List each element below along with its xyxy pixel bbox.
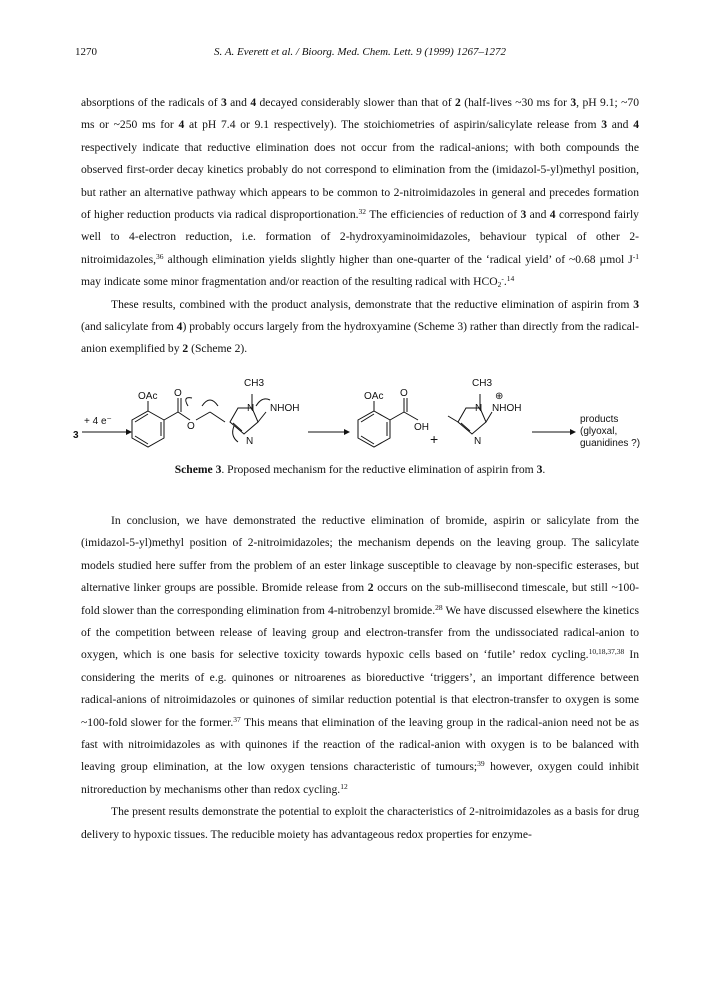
citation: 10,18,37,38	[588, 647, 625, 657]
citation: 37	[233, 714, 241, 724]
hydroxyamine-label-2: NHOH	[492, 403, 522, 414]
citation: 14	[506, 274, 515, 284]
positive-charge-icon: ⊕	[495, 391, 504, 402]
running-head: S. A. Everett et al. / Bioorg. Med. Chem. Lett. 9 (1999) 1267–1272	[214, 46, 506, 58]
products-label: products	[580, 414, 619, 425]
hydroxyamine-label-1: NHOH	[270, 403, 300, 414]
methyl-label-1: CH3	[244, 378, 265, 389]
page-header	[75, 46, 645, 62]
arrowhead-2	[344, 429, 350, 435]
products-guanidines: guanidines ?)	[580, 438, 641, 449]
citation: 12	[340, 781, 348, 791]
carbonyl-o-label-2: O	[400, 388, 408, 399]
imidazole-ring-1	[230, 394, 270, 442]
paragraph-product-analysis: These results, combined with the product analysis, demonstrate that the reductive elimination of aspirin from 3 (and salicylate from 4) probably occurs largely from the hydroxyamine (Scheme 3) rather than directly from the radical-anion exemplified by 2 (Scheme 2).	[81, 297, 640, 356]
citation: 39	[477, 759, 485, 769]
scheme-caption: Scheme 3. Proposed mechanism for the reductive elimination of aspirin from 3.	[174, 463, 546, 476]
reaction-scheme-svg	[70, 366, 650, 466]
oac-label-2: OAc	[364, 391, 384, 402]
scheme-3-figure	[70, 366, 650, 466]
plus-sign: +	[430, 431, 439, 447]
paragraph-present-results: The present results demonstrate the potential to exploit the characteristics of 2-nitroimidazoles as a basis for drug delivery to hypoxic tissues. The reducible moiety has advantageous redox properties for enzyme-	[81, 805, 639, 841]
paragraph-radical-decay: absorptions of the radicals of 3 and 4 decayed considerably slower than that of 2 (half-lives ~30 ms for 3, pH 9.1; ~70 ms or ~250 ms for 4 at pH 7.4 or 9.1 respectively). The stoichiometries of aspirin/salicylate release from 3 and 4 respectively indicate that reductive elimination does not occur from the radical-anions; with both compounds the observed first-order decay kinetics probably do not correspond to elimination from the (imidazol-5-yl)methyl position, but rather an alternative pathway which appears to be common to 2-nitroimidazoles in general and precedes formation of higher reduction products via radical disproportionation.$^{32}$ The efficiencies of reduction of 3 and 4 correspond fairly well to 4-electron reduction, i.e. formation of 2-hydroxyaminoimidazoles, behaviour typical of other 2-nitroimidazoles,$^{36}$ although elimination yields slightly higher than one-quarter of the ‘radical yield’ of ~0.68 µmol $J^{-1}$ may indicate some minor fragmentation and/or reaction of the resulting radical with $HCO_2^-.^{14}$	[81, 96, 639, 290]
arrowhead-1	[126, 429, 132, 435]
ring-n-label-1: N	[247, 403, 255, 414]
imidazole-ring-2	[448, 394, 492, 434]
text-block-lower	[81, 510, 639, 846]
ester-o-label: O	[187, 421, 195, 432]
text-block-upper	[81, 92, 639, 361]
aspirin-molecule-2	[358, 398, 418, 447]
oac-label-1: OAc	[138, 391, 158, 402]
arrowhead-3	[570, 429, 576, 435]
ring-n-label-1b: N	[246, 436, 254, 447]
reagent-label: + 4 e⁻	[84, 416, 112, 427]
hydroxyl-label: OH	[414, 422, 429, 433]
ring-n-label-2b: N	[474, 436, 482, 447]
methyl-label-2: CH3	[472, 378, 493, 389]
citation: 36	[156, 251, 164, 261]
page-number: 1270	[75, 46, 97, 58]
products-glyoxal: (glyoxal,	[580, 426, 618, 437]
paragraph-conclusion: In conclusion, we have demonstrated the reductive elimination of bromide, aspirin or salicylate from the (imidazol-5-yl)methyl position of 2-nitroimidazoles; the mechanism depends on the leaving group. The salicylate models studied here suffer from the problem of an ester linkage susceptible to cleavage by non-specific esterases, but alternative linker groups are possible. Bromide release from 2 occurs on the sub-millisecond timescale, but still ~100-fold slower than the corresponding elimination from 4-nitrobenzyl bromide.$^{28}$ We have discussed elsewhere the kinetics of the competition between release of leaving group and electron-transfer from the undissociated radical-anion to oxygen, which is one basis for selective toxicity towards hypoxic cells based on ‘futile’ redox cycling.$^{10,18,37,38}$ In considering the merits of e.g. quinones or nitroarenes as bioreductive ‘triggers’, an important difference between radical-anions of nitroimidazoles or quinones of similar reduction potential is that electron-transfer to oxygen is some ~100-fold slower for the former.$^{37}$ This means that elimination of the leaving group in the radical-anion need not be as fast with nitroimidazoles as with quinones if the reaction of the radical-anion with oxygen is to be balanced with leaving group elimination, at the low oxygen tensions characteristic of tumours;$^{39}$ however, oxygen could inhibit nitroreduction by mechanisms other than redox cycling.$^{12}$	[81, 514, 640, 796]
citation: 32	[358, 207, 367, 217]
carbonyl-o-label-1: O	[174, 388, 182, 399]
citation: 28	[435, 602, 443, 612]
ring-n-label-2: N	[475, 403, 483, 414]
aspirin-molecule-1	[132, 398, 225, 447]
compound-label: 3	[73, 430, 79, 441]
caption-label: Scheme 3	[174, 463, 222, 476]
